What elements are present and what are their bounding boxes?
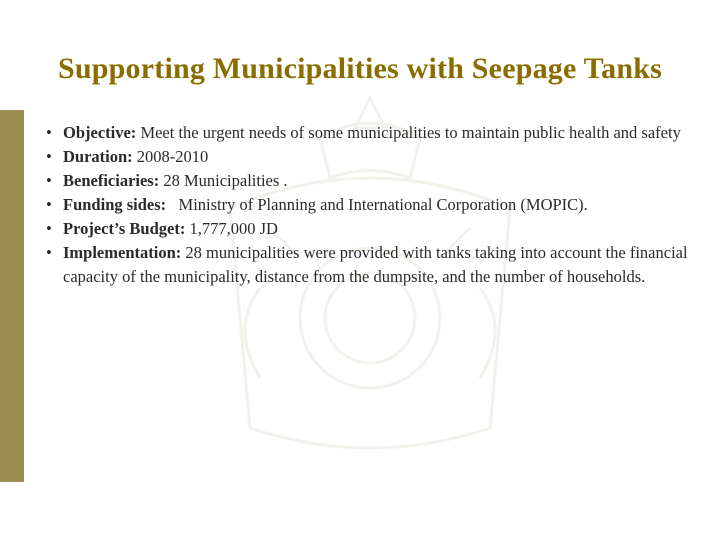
bullet-objective [46,121,701,145]
bullet-label: Beneficiaries: [63,171,160,190]
bullet-marker: • [46,123,52,142]
bullet-list [46,121,701,289]
bullet-text: 2008-2010 [132,147,209,166]
slide-title: Supporting Municipalities with Seepage Tanks [58,52,662,85]
bullet-funding-sides [46,193,701,217]
bullet-budget [46,217,701,241]
bullet-label: Objective: [63,123,137,142]
bullet-marker: • [46,171,52,190]
bullet-label: Funding sides: [63,195,167,214]
bullet-label: Project’s Budget: [63,219,186,238]
bullet-text: 28 Municipalities . [159,171,288,190]
bullet-implementation [46,241,701,289]
bullet-duration [46,145,701,169]
bullet-beneficiaries [46,169,701,193]
bullet-text: Meet the urgent needs of some municipalities to maintain public health and safety [136,123,681,142]
bullet-label: Implementation: [63,243,182,262]
bullet-text: Ministry of Planning and International Corporation (MOPIC). [166,195,588,214]
bullet-marker: • [46,243,52,262]
bullet-marker: • [46,219,52,238]
bullet-marker: • [46,195,52,214]
bullet-text: 28 municipalities were provided with tanks taking into account the financial capacity of the municipality, distance from the dumpsite, and the number of households. [63,243,688,286]
accent-side-bar [0,110,24,482]
bullet-label: Duration: [63,147,133,166]
bullet-text: 1,777,000 JD [185,219,278,238]
bullet-marker: • [46,147,52,166]
